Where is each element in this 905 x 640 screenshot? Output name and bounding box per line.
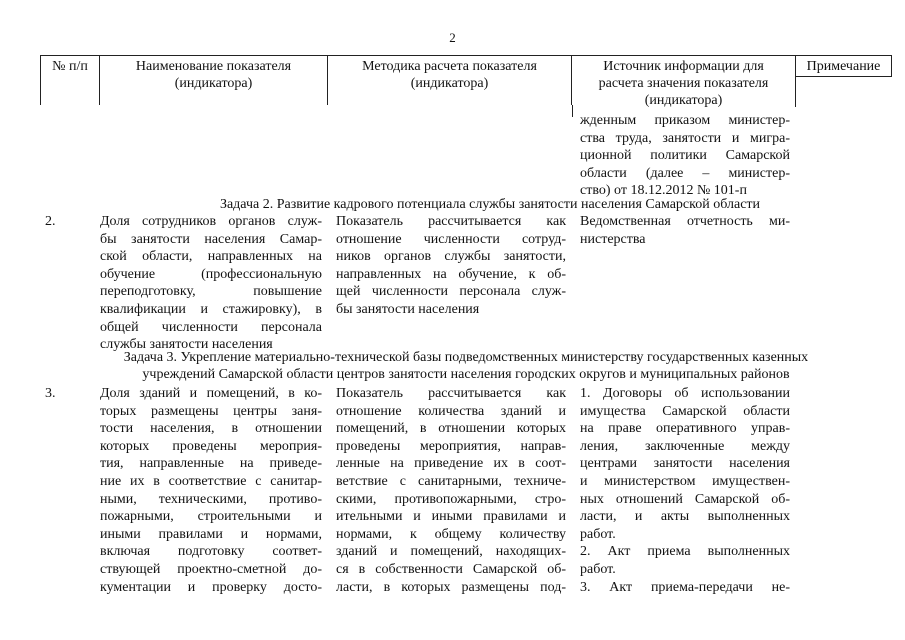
task3-method-line: Показатель рассчитывается как (336, 386, 566, 401)
task3-indicator-line: ние их в соответствие с санитар- (100, 473, 322, 489)
header-col-source-line2: расчета значения показателя (598, 76, 769, 91)
task2-indicator-line: бы занятости населения Самар- (100, 231, 322, 247)
task3-indicator-line: тости населения, в отношении (100, 421, 322, 437)
task2-indicator-line: общей численности персонала (100, 319, 322, 335)
task2-method (336, 213, 566, 319)
task3-number: 3. (45, 386, 56, 401)
task3-method-line: ласти, в которых размещены под- (336, 579, 566, 595)
task3-source-line: ласти, и акты выполненных (580, 509, 790, 525)
task3-method-line: ся в собственности Самарской об- (336, 561, 566, 577)
task3-method-line: ительными и иными правилами и (336, 509, 566, 525)
task2-source-line: нистерства (580, 231, 646, 247)
task3-source-line: на праве оперативного управ- (580, 421, 790, 437)
continuation-line: области (далее – министер- (580, 165, 790, 181)
column-divider (572, 105, 573, 117)
task2-number: 2. (45, 214, 56, 229)
task3-indicator-line: иными правилами и нормами, (100, 526, 322, 542)
task3-method-line: зданий и помещений, находящих- (336, 544, 566, 560)
header-col-indicator-line1: Наименование показателя (135, 59, 292, 74)
task3-source-line: ления, заключенные между (580, 438, 790, 454)
task3-indicator-line: Доля зданий и помещений, в ко- (100, 386, 322, 401)
task2-indicator-line: Доля сотрудников органов служ- (100, 214, 322, 229)
continuation-line: ство) от 18.12.2012 № 101-п (580, 183, 747, 199)
task3-source-line: центрами занятости населения (580, 456, 790, 472)
task3-indicator-line: включая подготовку соответ- (100, 544, 322, 560)
task3-indicator-line: пожарными, строительными и (100, 509, 322, 525)
task2-indicator-line: службы занятости населения (100, 337, 273, 353)
task3-indicator-line: торых размещены центры заня- (100, 403, 322, 419)
header-col-number-label: № п/п (52, 59, 88, 74)
header-col-indicator (100, 55, 328, 105)
header-col-number (40, 55, 100, 105)
task3-method-line: ветствие с санитарными, техниче- (336, 473, 566, 489)
task3-heading-line1: Задача 3. Укрепление материально-технической базы подведомственных министерству государственных казенных (123, 350, 809, 365)
task2-indicator (100, 213, 322, 354)
task3-source-line: 3. Акт приема-передачи не- (580, 579, 790, 595)
task2-indicator-line: квалификации и стажировку), в (100, 301, 322, 317)
header-col-source (572, 55, 796, 107)
task3-indicator (100, 385, 322, 596)
task2-source-line: Ведомственная отчетность ми- (580, 214, 790, 229)
task2-method-line: направленных на обучение, к об- (336, 266, 566, 282)
task3-source-line: ных отношений Самарской об- (580, 491, 790, 507)
header-col-source-line1: Источник информации для (603, 59, 764, 74)
task3-source-line: и министерством имуществен- (580, 473, 790, 489)
continuation-line: ционной политики Самарской (580, 148, 790, 164)
task3-method-line: нормами, к общему количеству (336, 526, 566, 542)
task3-method-line: помещений, в отношении которых (336, 421, 566, 437)
task3-method-line: проведены мероприятия, направ- (336, 438, 566, 454)
task2-indicator-line: ской области, направленных на (100, 249, 322, 265)
header-col-method (328, 55, 572, 105)
task2-source (580, 213, 790, 248)
header-col-indicator-line2: (индикатора) (174, 76, 253, 91)
task2-method-line: щей численности персонала служ- (336, 284, 566, 300)
header-col-source-line3: (индикатора) (644, 93, 723, 108)
header-col-note-label: Примечание (806, 59, 881, 74)
task3-indicator-line: ными, техническими, противо- (100, 491, 322, 507)
task3-source-line: работ. (580, 561, 616, 577)
task3-source-line: 1. Договоры об использовании (580, 386, 790, 401)
task2-indicator-line: переподготовку, повышение (100, 284, 322, 300)
task3-heading-line2: учреждений Самарской области центров занятости населения городских округов и муниципальных районов (142, 367, 790, 382)
continuation-line: ства труда, занятости и мигра- (580, 130, 790, 146)
task3-method-line: скими, противопожарными, стро- (336, 491, 566, 507)
task3-method-line: отношение количества зданий и (336, 403, 566, 419)
task2-method-line: ников органов службы занятости, (336, 249, 566, 265)
task3-indicator-line: кументации и проверку досто- (100, 579, 322, 595)
task2-heading: Задача 2. Развитие кадрового потенциала службы занятости населения Самарской области (219, 197, 761, 212)
task3-source-line: имущества Самарской области (580, 403, 790, 419)
task2-indicator-line: обучение (профессиональную (100, 266, 322, 282)
task3-indicator-line: которых проведены мероприя- (100, 438, 322, 454)
task3-indicator-line: ствующей проектно-сметной до- (100, 561, 322, 577)
task2-method-line: Показатель рассчитывается как (336, 214, 566, 229)
task3-indicator-line: тия, направленные на приведе- (100, 456, 322, 472)
continuation-source-text (580, 112, 790, 200)
task3-source (580, 385, 790, 596)
task3-source-line: работ. (580, 526, 616, 542)
continuation-line: жденным приказом министер- (580, 113, 790, 128)
task2-method-line: бы занятости населения (336, 301, 480, 317)
task3-heading (40, 349, 892, 383)
page-number: 2 (449, 30, 456, 45)
task2-method-line: отношение численности сотруд- (336, 231, 566, 247)
task3-method-line: ленные на приведение их в соот- (336, 456, 566, 472)
task3-method (336, 385, 566, 596)
header-col-method-line2: (индикатора) (410, 76, 489, 91)
header-col-note (796, 55, 892, 77)
task3-source-line: 2. Акт приема выполненных (580, 544, 790, 560)
header-col-method-line1: Методика расчета показателя (362, 59, 537, 74)
